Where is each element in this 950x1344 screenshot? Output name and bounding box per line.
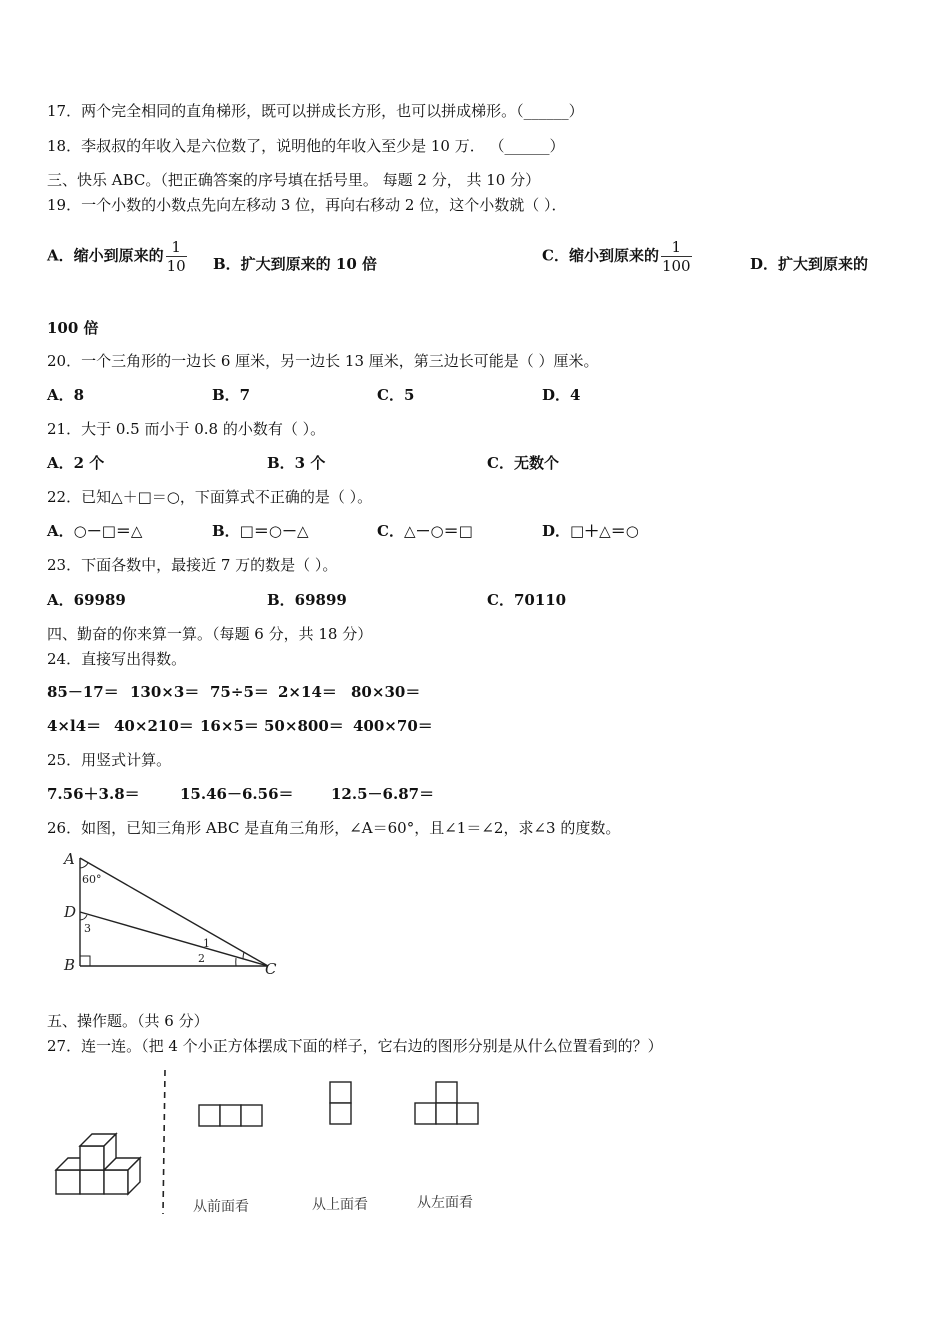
vertex-a-label: A: [64, 850, 75, 868]
q19-option-c: C．缩小到原来的 $\frac{1}{100}$: [542, 238, 691, 275]
q22-option-d: D．□＋△＝○: [542, 522, 639, 540]
q20-option-b: B．7: [212, 386, 251, 404]
question-18: 18．李叔叔的年收入是六位数了，说明他的年收入至少是 10 万． （______）: [47, 137, 565, 155]
q20-option-d: D．4: [542, 386, 581, 404]
angle-3-label: 3: [84, 922, 91, 935]
q19-option-a: A．缩小到原来的 $\frac{1}{10}$: [47, 238, 186, 275]
q22-option-b: B．□＝○－△: [212, 522, 309, 540]
question-19-stem: 19．一个小数的小数点先向左移动 3 位，再向右移动 2 位，这个小数就（ ）．: [47, 196, 567, 214]
q24-item: 400×70＝: [353, 717, 433, 735]
view-t-shape: [413, 1080, 485, 1134]
dashed-divider: [160, 1068, 170, 1222]
question-17: 17．两个完全相同的直角梯形，既可以拼成长方形，也可以拼成梯形。（______）: [47, 102, 584, 120]
question-26-stem: 26．如图，已知三角形 ABC 是直角三角形，∠A＝60°，且∠1＝∠2，求∠3 的度数。: [47, 819, 621, 837]
q23-option-b: B．69899: [267, 591, 347, 609]
question-24-stem: 24．直接写出得数。: [47, 650, 187, 668]
question-21-stem: 21．大于 0.5 而小于 0.8 的小数有（ ）。: [47, 420, 326, 438]
section-5-heading: 五、操作题。（共 6 分）: [47, 1012, 209, 1030]
angle-3-arc: [80, 915, 87, 920]
view-two-stacked: [328, 1080, 356, 1134]
cube-front-3: [104, 1170, 128, 1194]
vertex-c-label: C: [265, 960, 277, 978]
q19-option-d: D．扩大到原来的: [750, 255, 869, 273]
segment-dc: [80, 912, 268, 966]
cube-front-2: [80, 1170, 104, 1194]
q22-option-c: C．△－○＝□: [377, 522, 473, 540]
view-label-front: 从前面看: [193, 1199, 249, 1215]
view-label-left: 从左面看: [417, 1195, 473, 1211]
question-23-stem: 23．下面各数中，最接近 7 万的数是（ ）。: [47, 556, 338, 574]
right-angle-mark: [80, 956, 90, 966]
section-4-heading: 四、勤奋的你来算一算。（每题 6 分，共 18 分）: [47, 625, 373, 643]
q24-item: 16×5＝: [200, 717, 259, 735]
angle-2-label: 2: [198, 952, 205, 965]
q24-item: 85－17＝: [47, 683, 119, 701]
angle-1-arc: [243, 952, 244, 959]
q24-item: 75÷5＝: [210, 683, 269, 701]
q25-item: 12.5－6.87＝: [331, 785, 435, 803]
question-25-stem: 25．用竖式计算。: [47, 751, 172, 769]
q20-option-c: C．5: [377, 386, 415, 404]
q25-item: 15.46－6.56＝: [180, 785, 294, 803]
q25-item: 7.56＋3.8＝: [47, 785, 140, 803]
angle-1-label: 1: [203, 937, 210, 950]
fraction-one-hundredth: $\frac{1}{100}$: [661, 238, 691, 275]
question-27-stem: 27．连一连。（把 4 个小正方体摆成下面的样子，它右边的图形分别是从什么位置看到的？）: [47, 1037, 663, 1055]
cube-top-front: [80, 1146, 104, 1170]
q19-option-b: B．扩大到原来的 10 倍: [213, 255, 377, 273]
view-three-in-row: [197, 1102, 267, 1134]
q19-option-d-continued: 100 倍: [47, 319, 99, 337]
cube-front-1: [56, 1170, 80, 1194]
section-3-heading: 三、快乐 ABC。（把正确答案的序号填在括号里。 每题 2 分， 共 10 分）: [47, 171, 541, 189]
q23-option-c: C．70110: [487, 591, 567, 609]
q21-option-a: A．2 个: [47, 454, 105, 472]
angle-a-arc: [80, 863, 88, 868]
q24-item: 40×210＝: [114, 717, 194, 735]
cubes-figure: [52, 1068, 152, 1207]
question-20-stem: 20．一个三角形的一边长 6 厘米，另一边长 13 厘米，第三边长可能是（ ）厘米。: [47, 352, 599, 370]
q22-option-a: A．○－□＝△: [47, 522, 143, 540]
q24-item: 80×30＝: [351, 683, 421, 701]
q21-option-b: B．3 个: [267, 454, 326, 472]
q21-option-c: C．无数个: [487, 454, 559, 472]
fraction-one-tenth: $\frac{1}{10}$: [166, 238, 186, 275]
angle-a-label: 60°: [82, 873, 102, 886]
q23-option-a: A．69989: [47, 591, 126, 609]
q24-item: 130×3＝: [130, 683, 200, 701]
question-22-stem: 22．已知△＋□＝○，下面算式不正确的是（ ）。: [47, 488, 373, 506]
side-ac: [80, 858, 268, 966]
vertex-b-label: B: [64, 956, 76, 974]
q24-item: 2×14＝: [278, 683, 337, 701]
q24-item: 50×800＝: [264, 717, 344, 735]
view-label-top: 从上面看: [312, 1197, 368, 1213]
vertex-d-label: D: [64, 903, 77, 921]
triangle-figure: [58, 848, 288, 984]
q24-item: 4×l4＝: [47, 717, 102, 735]
q20-option-a: A．8: [47, 386, 85, 404]
